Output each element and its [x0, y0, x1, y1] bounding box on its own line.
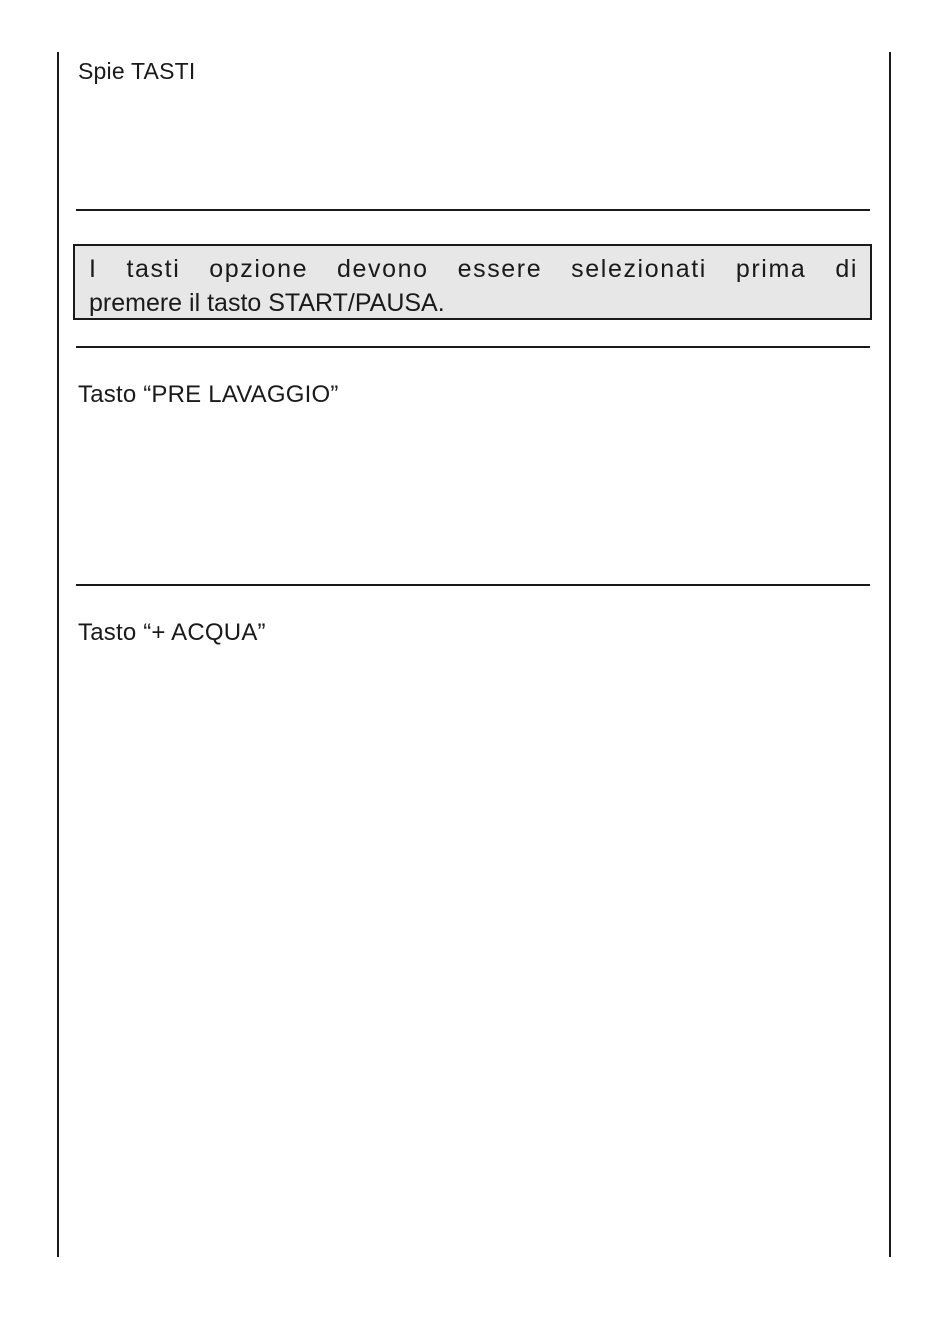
section-heading-spie-tasti: Spie TASTI [78, 58, 196, 84]
section-divider [76, 584, 870, 586]
right-margin-line [889, 52, 891, 1257]
left-margin-line [57, 52, 59, 1257]
notice-text-line-1: I tasti opzione devono essere selezionati prima di [89, 255, 858, 283]
section-divider [76, 209, 870, 211]
section-divider [76, 346, 870, 348]
section-heading-pre-lavaggio: Tasto “PRE LAVAGGIO” [78, 381, 339, 408]
section-heading-piu-acqua: Tasto “+ ACQUA” [78, 619, 266, 646]
notice-text-line-2: premere il tasto START/PAUSA. [89, 289, 445, 317]
notice-box [73, 244, 872, 320]
